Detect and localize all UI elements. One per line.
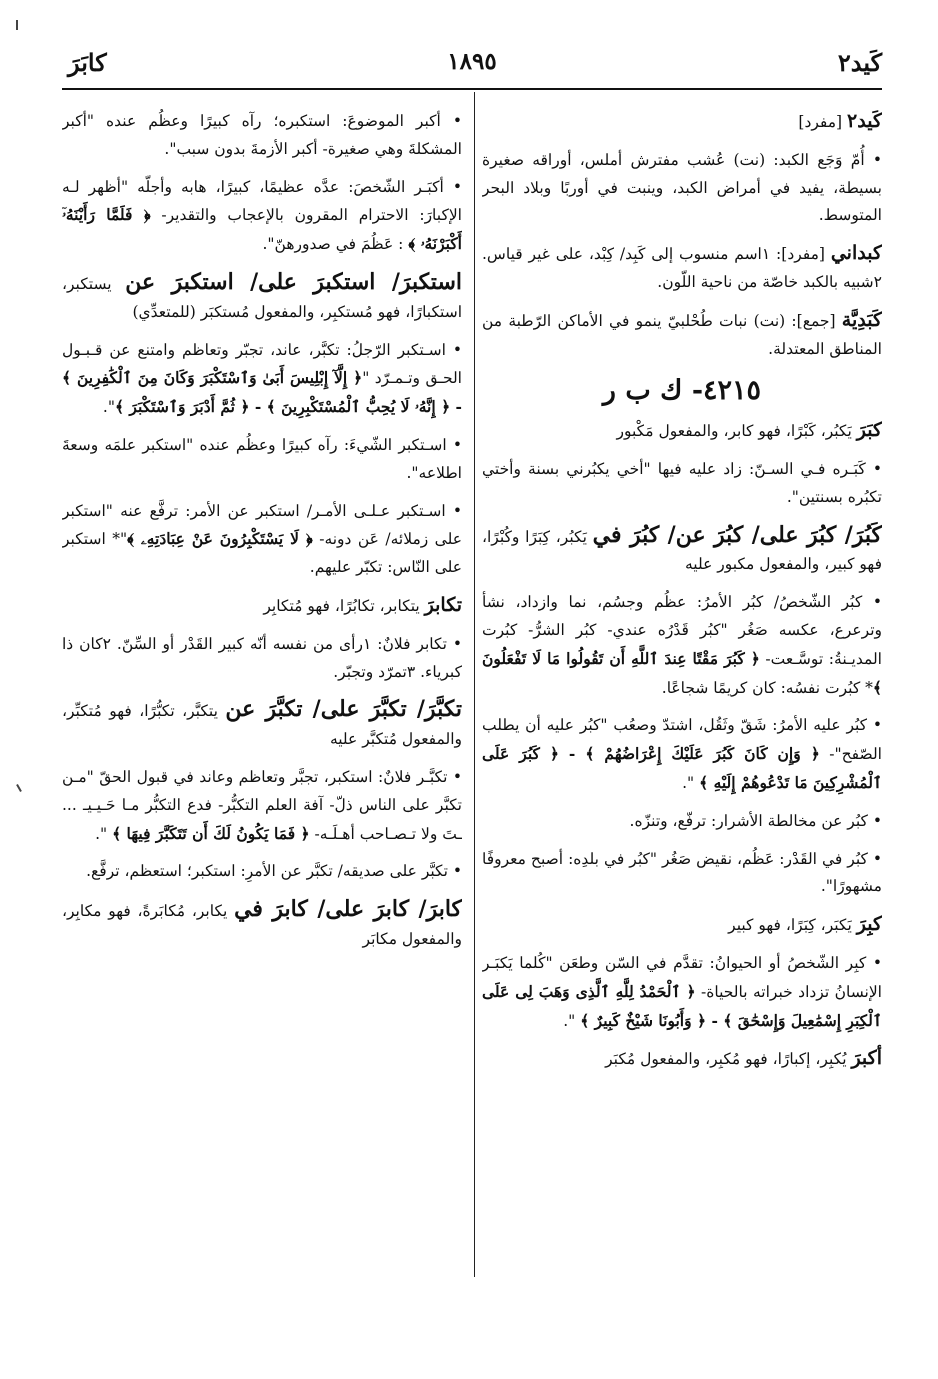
headword-group: كَبُرَ/ كبُرَ على/ كبُرَ عن/ كبُرَ في bbox=[592, 521, 882, 548]
headword: أكبرَ bbox=[851, 1047, 882, 1070]
dictionary-sense bbox=[62, 858, 462, 886]
entry-text bbox=[62, 896, 462, 954]
dictionary-sense bbox=[62, 174, 462, 259]
sense-tail: ". bbox=[102, 398, 115, 417]
margin-mark bbox=[16, 784, 22, 792]
headword: كبَرَ bbox=[856, 419, 882, 442]
sense-text: • اسـتكبر الشّيءَ: رآه كبيرًا وعظُم عنده "استكبر علمَه وسعةَ اطلاعه". bbox=[62, 435, 462, 482]
sense-text: • اسـتكبر الرّجلُ: تكبَّر، عاند، تجبّر وتعاظم وامتنع عن قـبـول الحـق وتـمـرّد " bbox=[62, 340, 462, 388]
headword-morphology: يَكبُر، كِبَرًا وكُبْرًا، فهو كبير، والمفعول مكبور عليه bbox=[482, 527, 882, 574]
headword-morphology: [مفرد]: ١اسم منسوب إلى كَبِد/ كِبْد، على غير قياس. ٢شبيه بالكبد خاصّة من ناحية اللّون. bbox=[482, 245, 882, 291]
entry-text bbox=[62, 858, 462, 886]
entry-text bbox=[482, 589, 882, 702]
entry-text bbox=[482, 1045, 882, 1074]
dictionary-sense bbox=[482, 712, 882, 797]
margin-mark bbox=[16, 20, 18, 30]
headword-morphology: [جمع]: (نت) نبات طُحْلبيّ ينمو في الأماكن الرّطبة من المناطق المعتدلة. bbox=[482, 311, 882, 358]
dictionary-entry-headword bbox=[482, 1045, 882, 1074]
dictionary-sense bbox=[482, 950, 882, 1035]
entry-text bbox=[482, 808, 882, 836]
entry-text bbox=[62, 498, 462, 582]
entry-text bbox=[482, 712, 882, 797]
sense-text: • أُمّ وَجَع الكبد: (نت) عُشب مفترش أملس، أوراقه صغيرة بسيطة، يفيد في أمراض الكبد، وينبت في أوربًا وبلاد البحر المتوسط. bbox=[482, 150, 882, 225]
dictionary-entry-headword bbox=[482, 522, 882, 580]
entry-text bbox=[62, 432, 462, 488]
headword: كَيد٢ bbox=[847, 110, 882, 132]
dictionary-entry-headword bbox=[482, 307, 882, 364]
sense-text: • تكبَّر على صديقه/ تكبَّر عن الأمرِ: استكبر؛ استعظم، ترفَّع. bbox=[86, 862, 462, 881]
dictionary-entry-headword bbox=[62, 696, 462, 754]
root-heading: ٤٢١٥- ك ب ر bbox=[602, 375, 762, 407]
quran-quote: ﴿ فَمَا يَكُونُ لَكَ أَن تَتَكَبَّرَ فِيهَا ﴾ bbox=[112, 823, 310, 843]
headword-morphology: [مفرد] bbox=[798, 113, 848, 131]
entry-text bbox=[62, 592, 462, 621]
entry-text bbox=[482, 456, 882, 512]
dictionary-entry-headword bbox=[482, 108, 882, 137]
headword-morphology: يَكبُر، كَبْرًا، فهو كابر، والمفعول مَكْبور bbox=[616, 422, 857, 441]
headword-group: كابرَ/ كابرَ على/ كابرَ في bbox=[234, 896, 462, 923]
dictionary-sense bbox=[482, 456, 882, 512]
dictionary-entry-headword bbox=[482, 911, 882, 940]
dictionary-sense bbox=[62, 432, 462, 488]
sense-text: • كبُر الشّخصُ/ كبُر الأمرُ: عظُم وجسُم، نما وازداد، نشأ وترعرع، عكسه صَغُر "كبُر قَدْرُه عندي- كبُر الشرُّ- كبُرت المديـنةُ: توسَّـعت- bbox=[482, 593, 882, 668]
sense-text: • تكابر فلانٌ: ١رأى من نفسه أنّه كبير القَدْر أو السِّنّ. ٢كان ذا كبرياء. ٣تمرّد وتجبّر. bbox=[62, 634, 462, 681]
quran-quote: ﴿ ٱلْحَمْدُ لِلَّهِ ٱلَّذِى وَهَبَ لِى عَلَى ٱلْكِبَرِ إِسْمَٰعِيلَ وَإِسْحَٰقَ ﴾ - ﴿ وَأَبُونَا شَيْخٌ كَبِيرٌ ﴾ bbox=[482, 981, 882, 1030]
quran-quote: ﴿ وَإِن كَانَ كَبُرَ عَلَيْكَ إِعْرَاضُهُمْ ﴾ - ﴿ كَبُرَ عَلَى ٱلْمُشْرِكِينَ مَا تَدْعُوهُمْ إِلَيْهِ ﴾ bbox=[482, 744, 882, 792]
dictionary-sense bbox=[482, 589, 882, 702]
left-column bbox=[62, 108, 462, 1339]
dictionary-sense bbox=[62, 108, 462, 164]
headword: كبداني bbox=[830, 242, 882, 265]
entry-text bbox=[482, 417, 882, 446]
right-column bbox=[482, 108, 882, 1339]
headword-morphology: يتكبَّر، تكبُّرًا، فهو مُتكبِّر، والمفعول مُتكبَّر عليه bbox=[62, 702, 462, 749]
headword-group: تكبَّرَ/ تكبَّرَ على/ تكبَّرَ عن bbox=[225, 696, 462, 723]
header-guide-word-left: كابَرَ bbox=[68, 48, 107, 77]
sense-text: • كبُر في القَدْر: عَظُم، نقيض صَغُر "كبُر في بلدِه: أصبح معروفًا مشهورًا". bbox=[482, 849, 882, 896]
page-header bbox=[62, 40, 882, 90]
dictionary-sense bbox=[482, 147, 882, 230]
sense-text: • تكبَّـر فلانٌ: استكبر، تجبَّر وتعاظم وعاند في قبول الحقّ "مـن تكبَّر على الناس ذلّ- آفة العلم التكبُّر- فدع التكبُّر مـا حَـيـيـ ... ـتَ ولا تـصـاحب أهـلَـه- bbox=[62, 767, 462, 843]
headword-morphology: يتكابر، تكابُرًا، فهو مُتكابِر bbox=[263, 596, 425, 615]
sense-tail: ". bbox=[682, 773, 700, 792]
dictionary-sense bbox=[482, 846, 882, 902]
quran-quote: ﴿ إِلَّآ إِبْلِيسَ أَبَىٰ وَٱسْتَكْبَرَ وَكَانَ مِنَ ٱلْكَٰفِرِينَ ﴾ - ﴿ إِنَّهُۥ لَا يُحِبُّ ٱلْمُسْتَكْبِرِينَ ﴾ - ﴿ ثُمَّ أَدْبَرَ وَٱسْتَكْبَرَ ﴾ bbox=[62, 368, 462, 417]
page-number: ١٨٩٥ bbox=[447, 48, 497, 75]
header-guide-word-right: كَيد٢ bbox=[837, 48, 882, 77]
sense-text: • كبِر الشّخصُ أو الحيوانُ: تقدَّم في السّن وطعَن "كُلما يَكبَـر الإنسانُ تزداد خبراته بالحياة- bbox=[482, 953, 882, 1001]
entry-text bbox=[482, 240, 882, 297]
entry-text bbox=[62, 696, 462, 754]
headword-morphology: يَكبَر، كِبَرًا، فهو كبير bbox=[728, 916, 857, 935]
column-divider bbox=[474, 92, 475, 1277]
sense-tail: * كبُرت نفسُه: كان كريمًا شجاعًا. bbox=[661, 678, 873, 697]
entry-text bbox=[62, 764, 462, 848]
sense-text: • أكبر الموضوعَ: استكبره؛ رآه كبيرًا وعظُم عنده "أكبر المشكلةَ وهي صغيرة- أكبر الأزمةَ بدون سبب". bbox=[62, 112, 462, 158]
dictionary-sense bbox=[62, 498, 462, 582]
dictionary-sense bbox=[62, 764, 462, 848]
headword-group: استكبرَ/ استكبرَ على/ استكبرَ عن bbox=[125, 268, 462, 295]
headword: كبِرَ bbox=[856, 913, 882, 936]
entry-text bbox=[62, 174, 462, 259]
headword: تكابرَ bbox=[424, 593, 462, 616]
dictionary-sense bbox=[482, 808, 882, 836]
dictionary-entry-headword bbox=[482, 417, 882, 446]
entry-text bbox=[482, 307, 882, 364]
quran-quote: ﴿ لَا يَسْتَكْبِرُونَ عَنْ عِبَادَتِهِۦ ﴾ bbox=[127, 529, 313, 549]
entry-text bbox=[62, 631, 462, 687]
entry-text bbox=[482, 147, 882, 230]
entry-text bbox=[62, 108, 462, 164]
headword-morphology: يكابر، مُكابَرةً، فهو مكابِر، والمفعول مكابَر bbox=[62, 902, 462, 948]
headword-morphology: يستكبر، استكبارًا، فهو مُستكبِر، والمفعول مُستكبَر (للمتعدِّي) bbox=[62, 274, 462, 321]
entry-text bbox=[62, 269, 462, 327]
dictionary-sense bbox=[62, 631, 462, 687]
dictionary-entry-headword bbox=[62, 896, 462, 954]
dictionary-entry-headword bbox=[62, 592, 462, 621]
dictionary-sense bbox=[62, 337, 462, 422]
sense-tail: "* استكبر على النّاس: تكبّر عليهم. bbox=[62, 530, 462, 577]
sense-tail: ". bbox=[95, 824, 113, 843]
dictionary-entry-headword bbox=[62, 269, 462, 327]
headword-morphology: يُكبِر، إكبارًا، فهو مُكبِر، والمفعول مُكبَر bbox=[605, 1050, 852, 1069]
sense-text: • كَبَـره فـي السـنّ: زاد عليه فيها "أخي يكبُرني بسنة وأختي تكبُره بسنتين". bbox=[482, 459, 882, 506]
headword: كَبَدِيَّة bbox=[841, 308, 882, 331]
sense-tail: ". bbox=[563, 1011, 581, 1030]
entry-text bbox=[62, 337, 462, 422]
sense-text: • أكبَـر الشّخصَ: عدَّه عظيمًا، كبيرًا، هابه وأجلّه "أظهر لـه الإكبارَ: الاحترام المقرون بالإعجاب والتقدير- bbox=[62, 177, 462, 225]
sense-text: • كبُر عليه الأمرُ: شَقّ وثَقُل، اشتدّ وصعُب "كبُر عليه أن يطلب الصّفح"- bbox=[482, 716, 882, 764]
sense-tail: : عَظُمَ في صدورهنّ". bbox=[262, 235, 409, 254]
sense-text: • كبُر عن مخالطة الأشرار: ترفّع، وتنزّه. bbox=[629, 811, 882, 830]
entry-text bbox=[482, 911, 882, 940]
quran-quote: ﴿ كَبُرَ مَقْتًا عِندَ ٱللَّهِ أَن تَقُولُوا مَا لَا تَفْعَلُونَ ﴾ bbox=[482, 648, 882, 697]
sense-text: • اسـتكبر عـلـى الأمـر/ استكبر عن الأمر: ترفَّع عنه "استكبر على زملائه/ عَن دونه- bbox=[62, 501, 462, 549]
entry-text bbox=[482, 522, 882, 580]
dictionary-entry-headword bbox=[482, 240, 882, 297]
entry-text bbox=[482, 846, 882, 902]
entry-text bbox=[482, 950, 882, 1035]
quran-quote: ﴿ فَلَمَّا رَأَيْنَهُۥٓ أَكْبَرْنَهُۥ ﴾ bbox=[62, 205, 462, 254]
entry-text bbox=[482, 108, 882, 137]
